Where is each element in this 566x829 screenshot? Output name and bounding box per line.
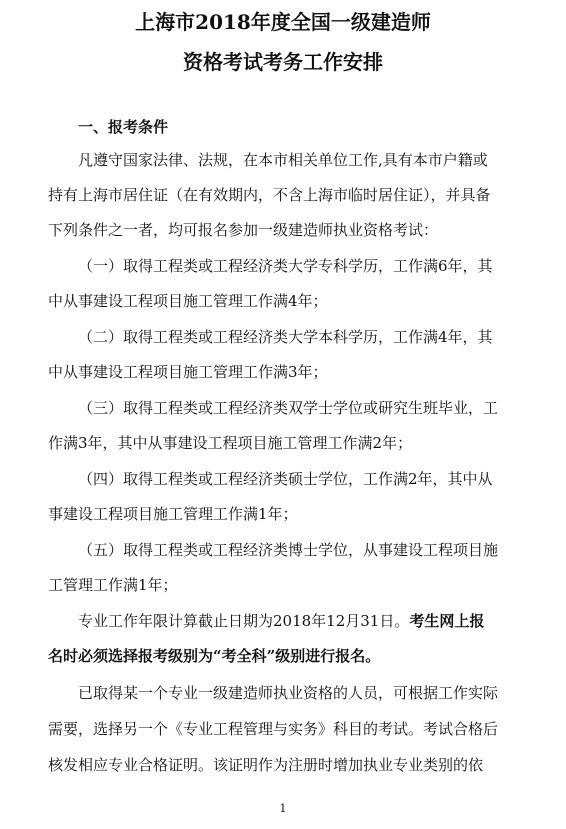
section-heading-eligibility: 一、报考条件 <box>78 118 169 136</box>
paragraph-line: 工管理工作满1年； <box>48 576 178 594</box>
paragraph-line: 凡遵守国家法律、法规，在本市相关单位工作,具有本市户籍或 <box>78 151 488 169</box>
paragraph-line: （五）取得工程类或工程经济类博士学位，从事建设工程项目施 <box>78 541 499 559</box>
paragraph-line: （二）取得工程类或工程经济类大学本科学历，工作满4年，其 <box>78 328 493 346</box>
paragraph-line: （三）取得工程类或工程经济类双学士学位或研究生班毕业，工 <box>78 399 499 417</box>
paragraph-line: 事建设工程项目施工管理工作满1年； <box>48 505 298 523</box>
paragraph-line: 作满3年，其中从事建设工程项目施工管理工作满2年； <box>48 434 413 452</box>
paragraph-line: 需要，选择另一个《专业工程管理与实务》科目的考试。考试合格后 <box>48 720 499 738</box>
paragraph-line: 中从事建设工程项目施工管理工作满3年； <box>48 363 328 381</box>
paragraph-line: （四）取得工程类或工程经济类硕士学位，工作满2年，其中从 <box>78 470 493 488</box>
paragraph-line: 中从事建设工程项目施工管理工作满4年； <box>48 292 328 310</box>
paragraph-line: 核发相应专业合格证明。该证明作为注册时增加执业专业类别的依 <box>48 756 484 774</box>
paragraph-line: 持有上海市居住证（在有效期内，不含上海市临时居住证），并具备 <box>48 186 491 204</box>
paragraph-line: （一）取得工程类或工程经济类大学专科学历，工作满6年，其 <box>78 257 493 275</box>
deadline-text: 专业工作年限计算截止日期为2018年12月31日。 <box>78 612 410 630</box>
deadline-emphasis-line: 名时必须选择报考级别为“考全科”级别进行报名。 <box>48 647 381 665</box>
document-title-line-2: 资格考试考务工作安排 <box>183 50 383 74</box>
deadline-line <box>78 611 484 631</box>
deadline-emphasis: 考生网上报 <box>409 612 485 630</box>
page-number: 1 <box>279 802 287 815</box>
paragraph-line: 已取得某一个专业一级建造师执业资格的人员，可根据工作实际 <box>78 684 499 702</box>
document-title-line-1: 上海市2018年度全国一级建造师 <box>135 10 431 34</box>
paragraph-line: 下列条件之一者，均可报名参加一级建造师执业资格考试： <box>48 221 439 239</box>
